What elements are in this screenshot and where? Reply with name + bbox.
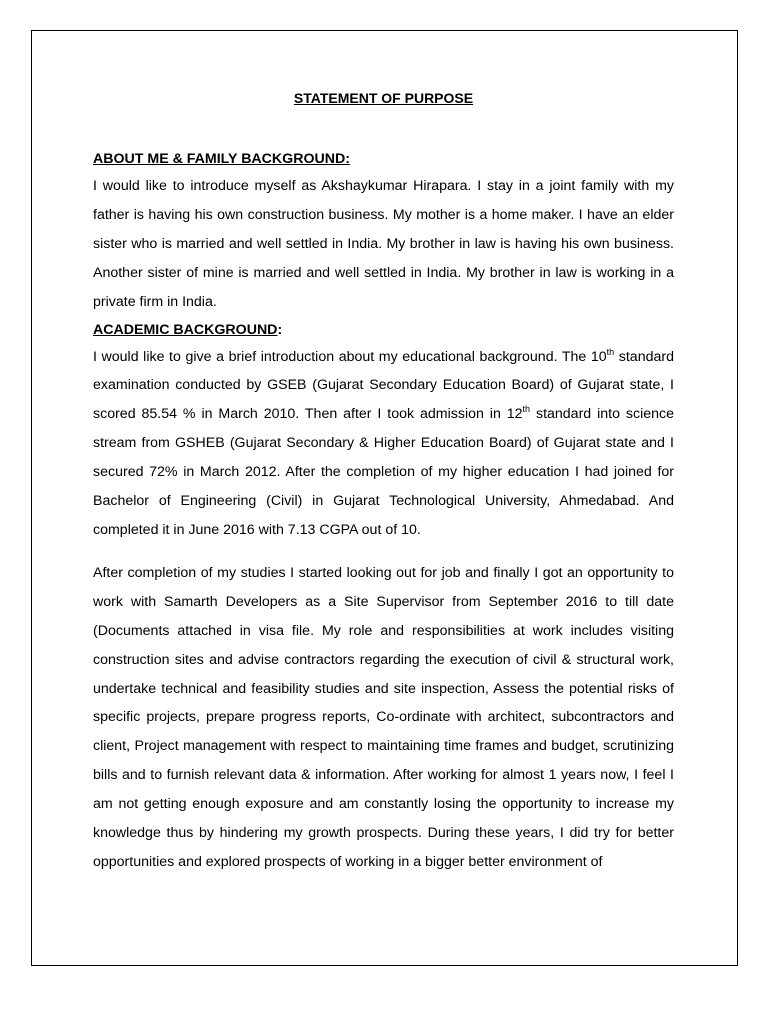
superscript-th-1: th bbox=[606, 346, 615, 357]
paragraph-academic-part-b: standard examination conducted by GSEB (Gujarat Secondary Education Board) of Gujarat state, I scored 85.54 % in March 2010. Then after I took admission in 12 bbox=[93, 348, 674, 423]
document-title: STATEMENT OF PURPOSE bbox=[293, 90, 474, 106]
paragraph-about-me: I would like to introduce myself as Akshaykumar Hirapara. I stay in a joint family with my father is having his own construction business. My mother is a home maker. I have an elder sister who is married and well settled in India. My brother in law is having his own business. Another sister of mine is married and well settled in India. My brother in law is working in a private firm in India. bbox=[93, 178, 674, 310]
paragraph-academic-part-c: standard into science stream from GSHEB (Gujarat Secondary & Higher Education Board) of Gujarat state and I secured 72% in March 2012. After the completion of my higher education I had joined for Bachelor of Engineering (Civil) in Gujarat Technological University, Ahmedabad. And completed it in June 2016 with 7.13 CGPA out of 10. bbox=[93, 406, 674, 538]
document-body bbox=[93, 88, 674, 877]
paragraph-academic bbox=[93, 343, 674, 545]
superscript-th-2: th bbox=[522, 404, 531, 415]
section-heading-about-me-text: ABOUT ME & FAMILY BACKGROUND: bbox=[93, 151, 350, 167]
section-heading-about-me bbox=[93, 146, 674, 172]
paragraph-academic-part-a: I would like to give a brief introduction about my educational background. The 10 bbox=[93, 348, 607, 365]
section-heading-academic bbox=[93, 317, 674, 343]
section-heading-academic-text: ACADEMIC BACKGROUND bbox=[93, 321, 278, 338]
section-heading-academic-colon: : bbox=[277, 321, 283, 338]
paragraph-work-experience: After completion of my studies I started looking out for job and finally I got an opportunity to work with Samarth Developers as a Site Supervisor from September 2016 to till date (Documents attached in visa file. My role and responsibilities at work includes visiting construction sites and advise contractors regarding the execution of civil & structural work, undertake technical and feasibility studies and site inspection, Assess the potential risks of specific projects, prepare progress reports, Co-ordinate with architect, subcontractors and client, Project management with respect to maintaining time frames and budget, scrutinizing bills and to furnish relevant data & information. After working for almost 1 years now, I feel I am not getting enough exposure and am constantly losing the opportunity to increase my knowledge thus by hindering my growth prospects. During these years, I did try for better opportunities and explored prospects of working in a bigger better environment of bbox=[93, 564, 674, 870]
